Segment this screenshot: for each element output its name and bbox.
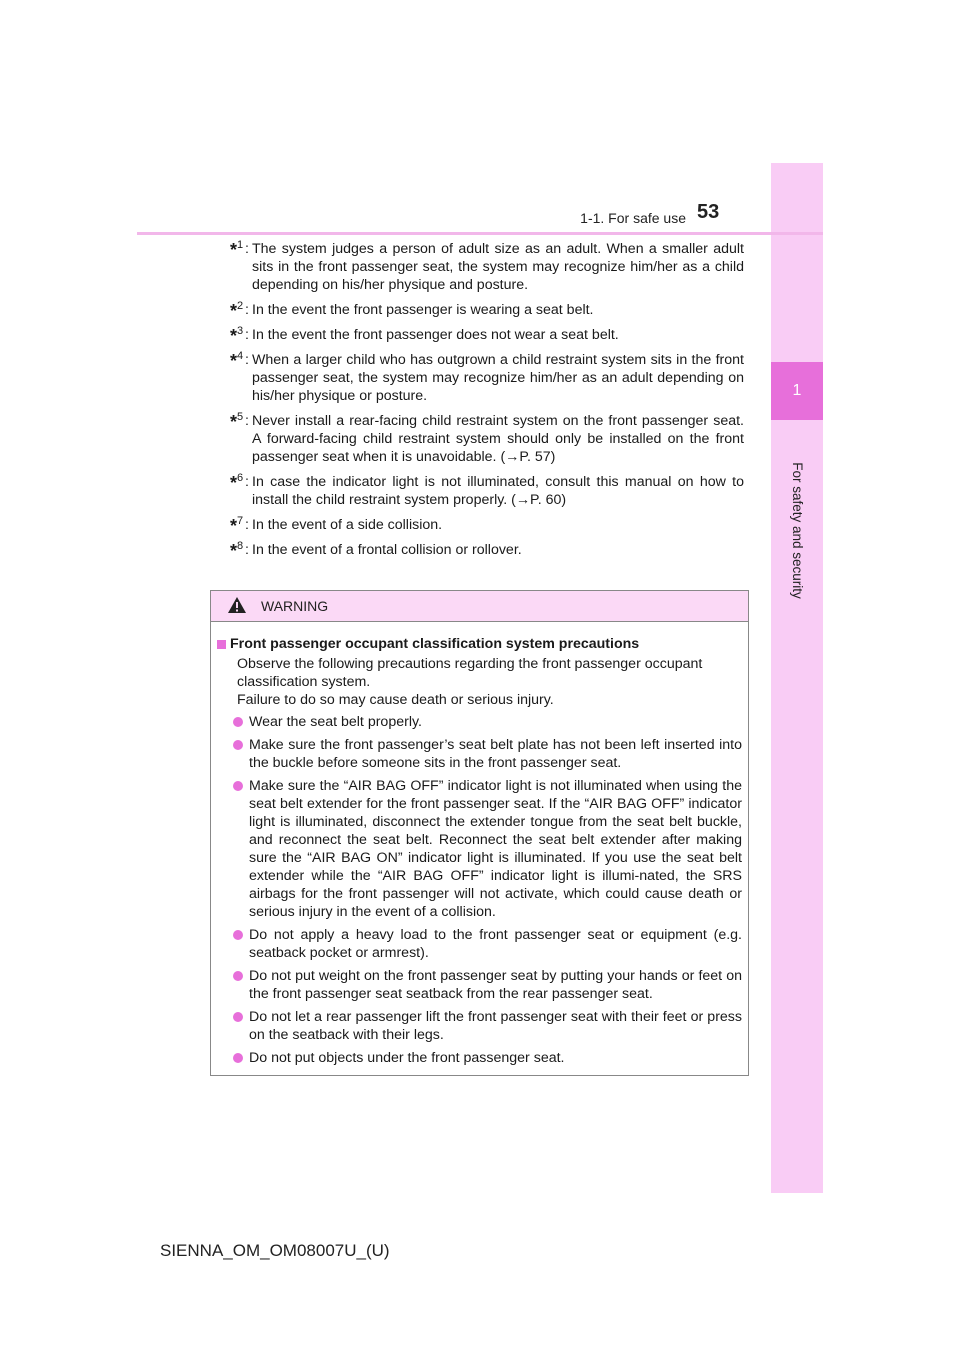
footnote: *$^1$ : The system judges a person of adult size as an adult. When a smaller adult sits in the front passenger seat, the system may recognize him/her as a child depending on his/her physique and posture. — [230, 239, 744, 293]
bullet-dot-icon — [233, 717, 243, 727]
footnote-marker: *$^8$ — [230, 540, 244, 561]
header-divider — [137, 232, 823, 235]
footnote-marker: *$^3$ — [230, 325, 244, 346]
footnote-marker: *$^7$ — [230, 515, 244, 536]
warning-item: Wear the seat belt properly. — [217, 713, 742, 731]
side-tab-background — [771, 163, 823, 1193]
footnote-marker: *$^2$ — [230, 300, 244, 321]
warning-item: Make sure the “AIR BAG OFF” indicator light is not illuminated when using the seat belt extender for the front passenger seat. If the “AIR BAG OFF” indicator light is illuminated, disconnect the extender tongue from the seat belt buckle, and reconnect the seat belt. Reconnect the seat belt extender after making sure the “AIR BAG ON” indicator light is illuminated. If you use the seat belt extender while the “AIR BAG OFF” indicator light is illumi-nated, the SRS airbags for the front passenger will not activate, which could cause death or serious injury in the event of a collision. — [217, 777, 742, 921]
warning-section-title: Front passenger occupant classification system precautions — [217, 635, 742, 653]
square-bullet-icon — [217, 640, 226, 649]
footnote-marker: *$^5$ — [230, 411, 244, 432]
footnote: *$^2$ : In the event the front passenger is wearing a seat belt. — [230, 300, 594, 321]
page-number: 53 — [697, 201, 720, 223]
warning-item: Do not apply a heavy load to the front passenger seat or equipment (e.g. seatback pocket or armrest). — [217, 926, 742, 962]
warning-body — [211, 622, 748, 1067]
chapter-number-tab — [771, 362, 823, 420]
bullet-dot-icon — [233, 1012, 243, 1022]
footnote-marker: *$^4$ — [230, 350, 244, 371]
chapter-number: 1 — [792, 382, 802, 399]
chapter-label-tab — [771, 430, 823, 630]
footnote: *$^7$ : In the event of a side collision. — [230, 515, 443, 536]
bullet-dot-icon — [233, 1053, 243, 1063]
warning-intro: Observe the following precautions regarding the front passenger occupant classification system. Failure to do so may cause death or serious injury. — [237, 656, 703, 708]
warning-item: Do not put weight on the front passenger seat by putting your hands or feet on the front passenger seat seatback from the rear passenger seat. — [217, 967, 742, 1003]
warning-item: Make sure the front passenger’s seat belt plate has not been left inserted into the buckle before someone sits in the front passenger seat. — [217, 736, 742, 772]
footnote: *$^4$ : When a larger child who has outgrown a child restraint system sits in the front passenger seat, the system may recognize him/her as an adult depending on his/her physique or posture. — [230, 350, 744, 404]
warning-triangle-icon — [227, 596, 247, 617]
footnotes-list — [230, 240, 744, 566]
footnote-text: In the event the front passenger is wearing a seat belt. — [252, 302, 594, 318]
warning-header — [211, 591, 748, 622]
footnote: *$^3$ : In the event the front passenger does not wear a seat belt. — [230, 325, 619, 346]
bullet-dot-icon — [233, 781, 243, 791]
footnote-text: In the event the front passenger does not wear a seat belt. — [252, 327, 619, 343]
footnote-marker: *$^6$ — [230, 472, 244, 493]
footnote: *$^8$ : In the event of a frontal collision or rollover. — [230, 540, 522, 561]
footnote-text: Never install a rear-facing child restraint system on the front passenger seat. A forward-facing child restraint system should only be installed on the front passenger seat when it is unavoidable. (→P. 57) — [252, 413, 744, 465]
footnote: *$^5$ : Never install a rear-facing child restraint system on the front passenger seat. A forward-facing child restraint system should only be installed on the front passenger seat when it is unavoidable. (→P. 57) — [230, 411, 744, 465]
footnote-text: In the event of a side collision. — [252, 517, 443, 533]
warning-item: Do not let a rear passenger lift the front passenger seat with their feet or press on the seatback with their legs. — [217, 1008, 742, 1044]
footnote-text: In the event of a frontal collision or rollover. — [252, 542, 522, 558]
bullet-dot-icon — [233, 971, 243, 981]
footnote-marker: *$^1$ — [230, 239, 244, 260]
section-title: 1-1. For safe use — [580, 210, 686, 226]
warning-item: Do not put objects under the front passenger seat. — [217, 1049, 742, 1067]
warning-box — [210, 590, 749, 1076]
document-code: SIENNA_OM_OM08007U_(U) — [160, 1241, 390, 1260]
footnote-text: In case the indicator light is not illuminated, consult this manual on how to install the child restraint system properly. (→P. 60) — [252, 474, 744, 508]
bullet-dot-icon — [233, 740, 243, 750]
bullet-dot-icon — [233, 930, 243, 940]
footnote-text: When a larger child who has outgrown a child restraint system sits in the front passenger seat, the system may recognize him/her as an adult depending on his/her physique or posture. — [252, 352, 744, 404]
chapter-label: For safety and security — [789, 461, 805, 599]
warning-label: WARNING — [261, 598, 329, 614]
footnote-text: The system judges a person of adult size as an adult. When a smaller adult sits in the front passenger seat, the system may recognize him/her as a child depending on his/her physique and posture. — [252, 241, 744, 293]
footnote: *$^6$ : In case the indicator light is not illuminated, consult this manual on how to install the child restraint system properly. (→P. 60) — [230, 472, 744, 508]
